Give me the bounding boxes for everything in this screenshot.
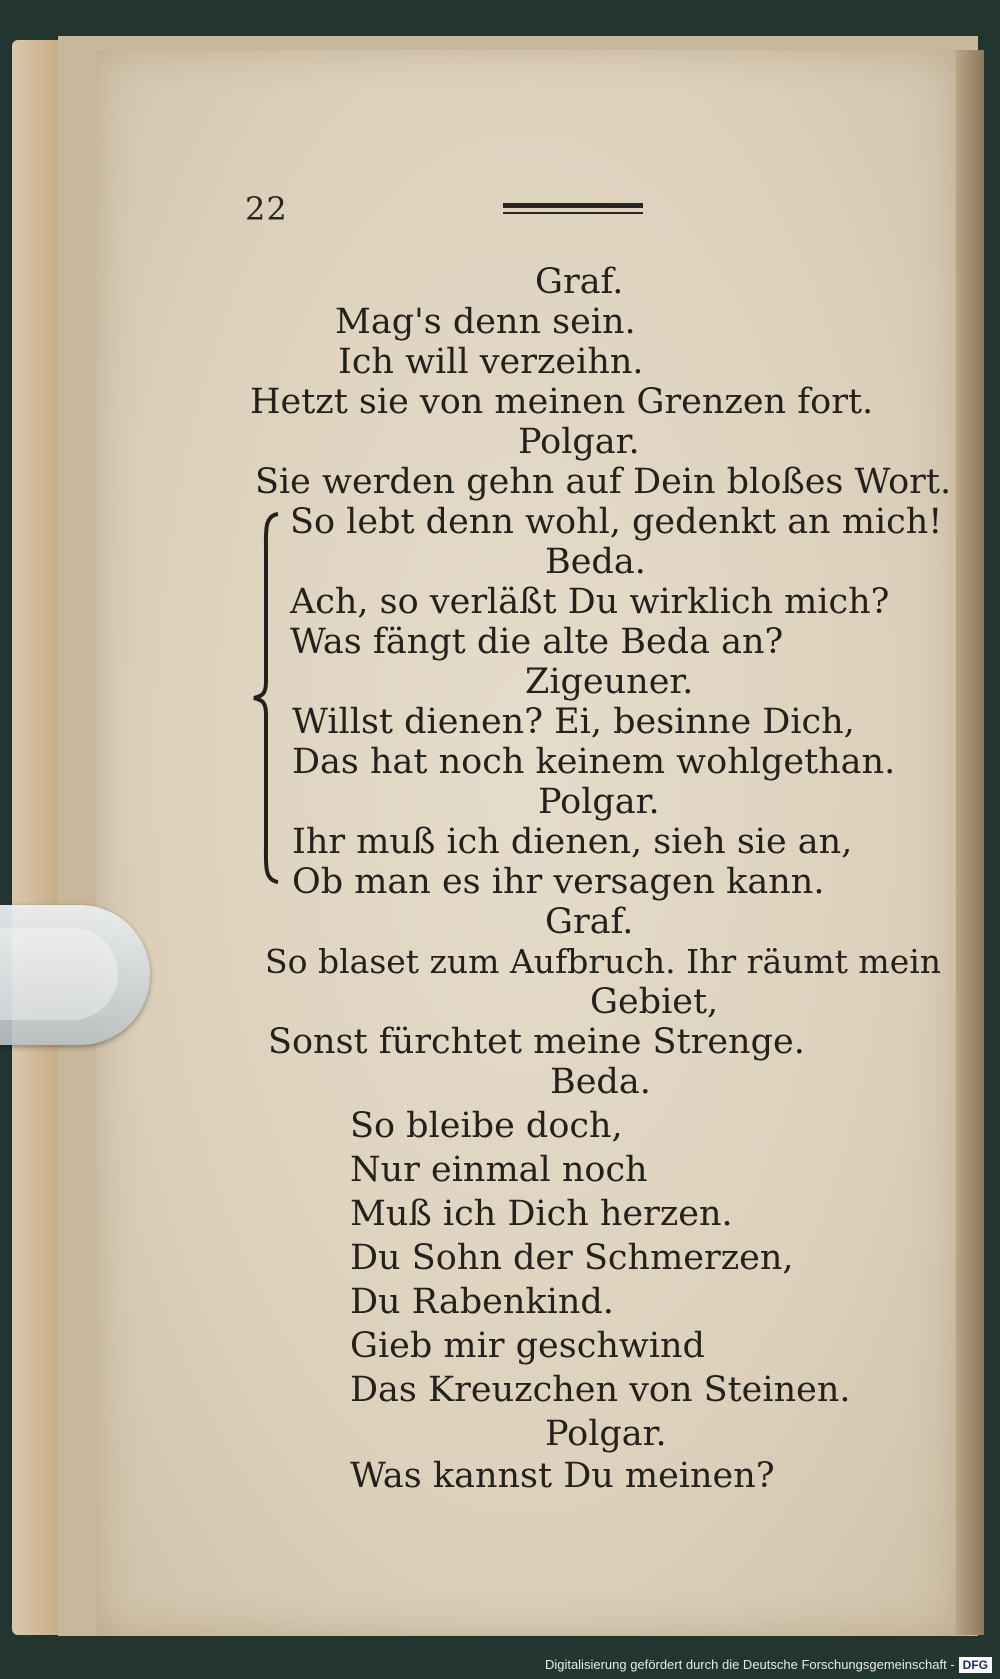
verse-line: Sonst fürchtet meine Strenge. xyxy=(268,1022,805,1062)
speaker-label: Graf. xyxy=(535,262,624,302)
verse-line: Mag's denn sein. xyxy=(335,302,636,342)
verse-line: So blaset zum Aufbruch. Ihr räumt mein xyxy=(265,942,942,981)
verse-line: Ich will verzeihn. xyxy=(338,342,644,382)
page-gutter xyxy=(956,50,984,1635)
verse-line: Du Rabenkind. xyxy=(350,1282,614,1322)
dfg-logo: DFG xyxy=(959,1657,992,1673)
verse-line: Nur einmal noch xyxy=(350,1150,648,1190)
credit-text: Digitalisierung gefördert durch die Deutsche Forschungsgemeinschaft - xyxy=(544,1657,955,1672)
curly-brace xyxy=(252,512,280,884)
header-rule-thin xyxy=(503,212,643,214)
verse-line: Willst dienen? Ei, besinne Dich, xyxy=(292,702,855,742)
verse-line: Du Sohn der Schmerzen, xyxy=(350,1238,794,1278)
speaker-label: Polgar. xyxy=(538,782,660,822)
header-rule xyxy=(503,203,643,208)
verse-line: Ach, so verläßt Du wirklich mich? xyxy=(290,582,890,622)
speaker-label: Beda. xyxy=(545,542,646,582)
verse-line: So lebt denn wohl, gedenkt an mich! xyxy=(290,502,943,542)
verse-line: Das hat noch keinem wohlgethan. xyxy=(292,742,896,782)
verse-line: Muß ich Dich herzen. xyxy=(350,1194,733,1234)
verse-line: Gieb mir geschwind xyxy=(350,1326,705,1366)
verse-line: Was fängt die alte Beda an? xyxy=(290,622,784,662)
page-clip-highlight xyxy=(0,928,118,1020)
verse-line: Ihr muß ich dienen, sieh sie an, xyxy=(292,822,853,862)
digitization-credit xyxy=(545,1653,992,1677)
verse-line: Ob man es ihr versagen kann. xyxy=(292,862,825,902)
verse-line: Was kannst Du meinen? xyxy=(350,1456,775,1496)
speaker-label: Graf. xyxy=(545,902,634,942)
page-number: 22 xyxy=(245,190,288,228)
verse-line: Sie werden gehn auf Dein bloßes Wort. xyxy=(255,462,952,502)
speaker-label: Polgar. xyxy=(518,422,640,462)
verse-line: So bleibe doch, xyxy=(350,1106,623,1146)
speaker-label: Zigeuner. xyxy=(525,662,694,702)
verse-line: Hetzt sie von meinen Grenzen fort. xyxy=(250,382,874,422)
verse-line: Das Kreuzchen von Steinen. xyxy=(350,1370,851,1410)
speaker-label: Beda. xyxy=(550,1062,651,1102)
speaker-label: Polgar. xyxy=(545,1414,667,1454)
verse-line: Gebiet, xyxy=(590,982,719,1022)
